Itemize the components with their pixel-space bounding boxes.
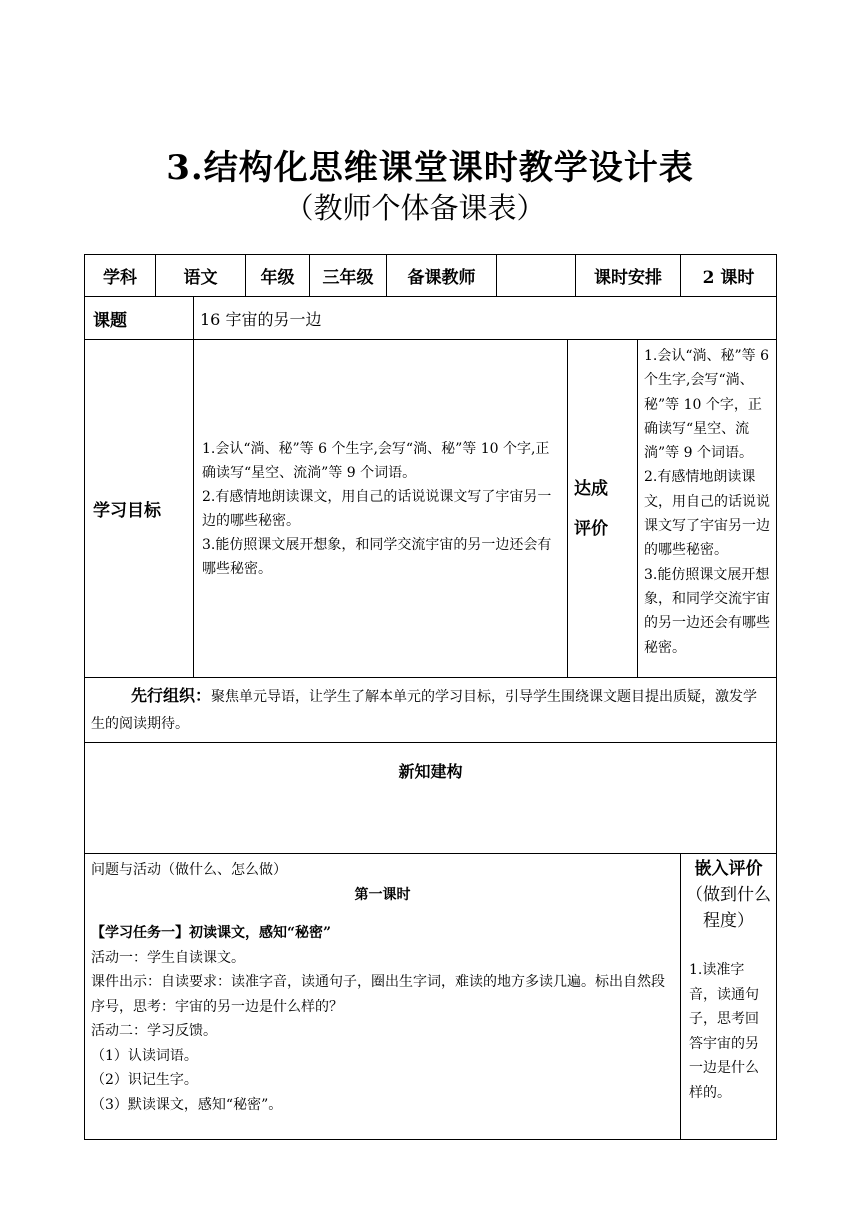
lesson-title: 第一课时 [354, 886, 411, 903]
advance-organizer-label: 先行组织： [131, 686, 212, 705]
embedded-eval-subtitle: （做到什么程度） [686, 885, 771, 931]
teacher-value [497, 255, 576, 297]
topic-value: 16 宇宙的另一边 [194, 297, 777, 340]
evaluation-item: 3.能仿照课文展开想象，和同学交流宇宙的另一边还会有哪些秘密。 [644, 566, 770, 656]
evaluation-label [568, 340, 638, 678]
evaluation-label-line2: 评价 [574, 518, 608, 539]
grade-value: 三年级 [310, 255, 387, 297]
goal-item: 3.能仿照课文展开想象，和同学交流宇宙的另一边还会有哪些秘密。 [202, 536, 552, 577]
activity-line: 课件出示：自读要求：读准字音，读通句子，圈出生字词，难读的地方多读几遍。标出自然段序号，思考：宇宙的另一边是什么样的？ [91, 974, 665, 1015]
goal-item: 2.有感情地朗读课文，用自己的话说说课文写了宇宙另一边的哪些秘密。 [202, 488, 552, 529]
evaluation-label-line1: 达成 [574, 478, 608, 499]
goals-row [85, 340, 777, 678]
topic-label: 课题 [85, 297, 194, 340]
period-label: 课时安排 [576, 255, 681, 297]
header-row [85, 255, 777, 297]
activities-row [85, 854, 777, 1140]
advance-organizer-text: 聚焦单元导语，让学生了解本单元的学习目标，引导学生围绕课文题目提出质疑，激发学生的阅读期待。 [91, 689, 758, 732]
document-subtitle: （教师个体备课表） [284, 191, 546, 225]
lesson-plan-table [84, 254, 777, 1140]
document-title: 3.结构化思维课堂课时教学设计表 [166, 148, 694, 188]
goals-list [194, 340, 568, 678]
new-knowledge-row [85, 743, 777, 854]
new-knowledge-heading: 新知建构 [85, 743, 777, 854]
advance-organizer [85, 678, 777, 743]
grade-label: 年级 [246, 255, 310, 297]
teacher-label: 备课教师 [387, 255, 497, 297]
advance-organizer-row [85, 678, 777, 743]
goals-label: 学习目标 [85, 340, 194, 678]
embedded-eval-text: 1.读准字音，读通句子，思考回答宇宙的另一边是什么样的。 [689, 962, 759, 1101]
embedded-eval-cell [681, 854, 777, 1140]
activity-line: （3）默读课文，感知“秘密”。 [91, 1096, 283, 1113]
activity-line: 活动一：学生自读课文。 [91, 949, 245, 966]
task-title: 【学习任务一】初读课文，感知“秘密” [91, 925, 332, 941]
activity-line: 活动二：学习反馈。 [91, 1023, 217, 1039]
evaluation-item: 1.会认“淌、秘”等 6 个生字,会写“淌、秘”等 10 个字，正确读写“星空、流淌”等 9 个词语。 [644, 348, 770, 462]
activities-header: 问题与活动（做什么、怎么做） [91, 862, 287, 878]
activity-line: （1）认读词语。 [91, 1047, 198, 1064]
subject-label: 学科 [85, 255, 156, 297]
period-value: 2 课时 [681, 255, 777, 297]
evaluation-item: 2.有感情地朗读课文，用自己的话说说课文写了宇宙另一边的哪些秘密。 [644, 469, 770, 559]
goal-item: 1.会认“淌、秘”等 6 个生字,会写“淌、秘”等 10 个字,正确读写“星空、流淌”等 9 个词语。 [202, 440, 550, 481]
activities-cell [85, 854, 681, 1140]
topic-row [85, 297, 777, 340]
evaluation-list [638, 340, 777, 678]
embedded-eval-title: 嵌入评价 [694, 859, 763, 879]
activity-line: （2）识记生字。 [91, 1072, 198, 1088]
embedded-eval-header [685, 854, 772, 934]
subject-value: 语文 [156, 255, 246, 297]
